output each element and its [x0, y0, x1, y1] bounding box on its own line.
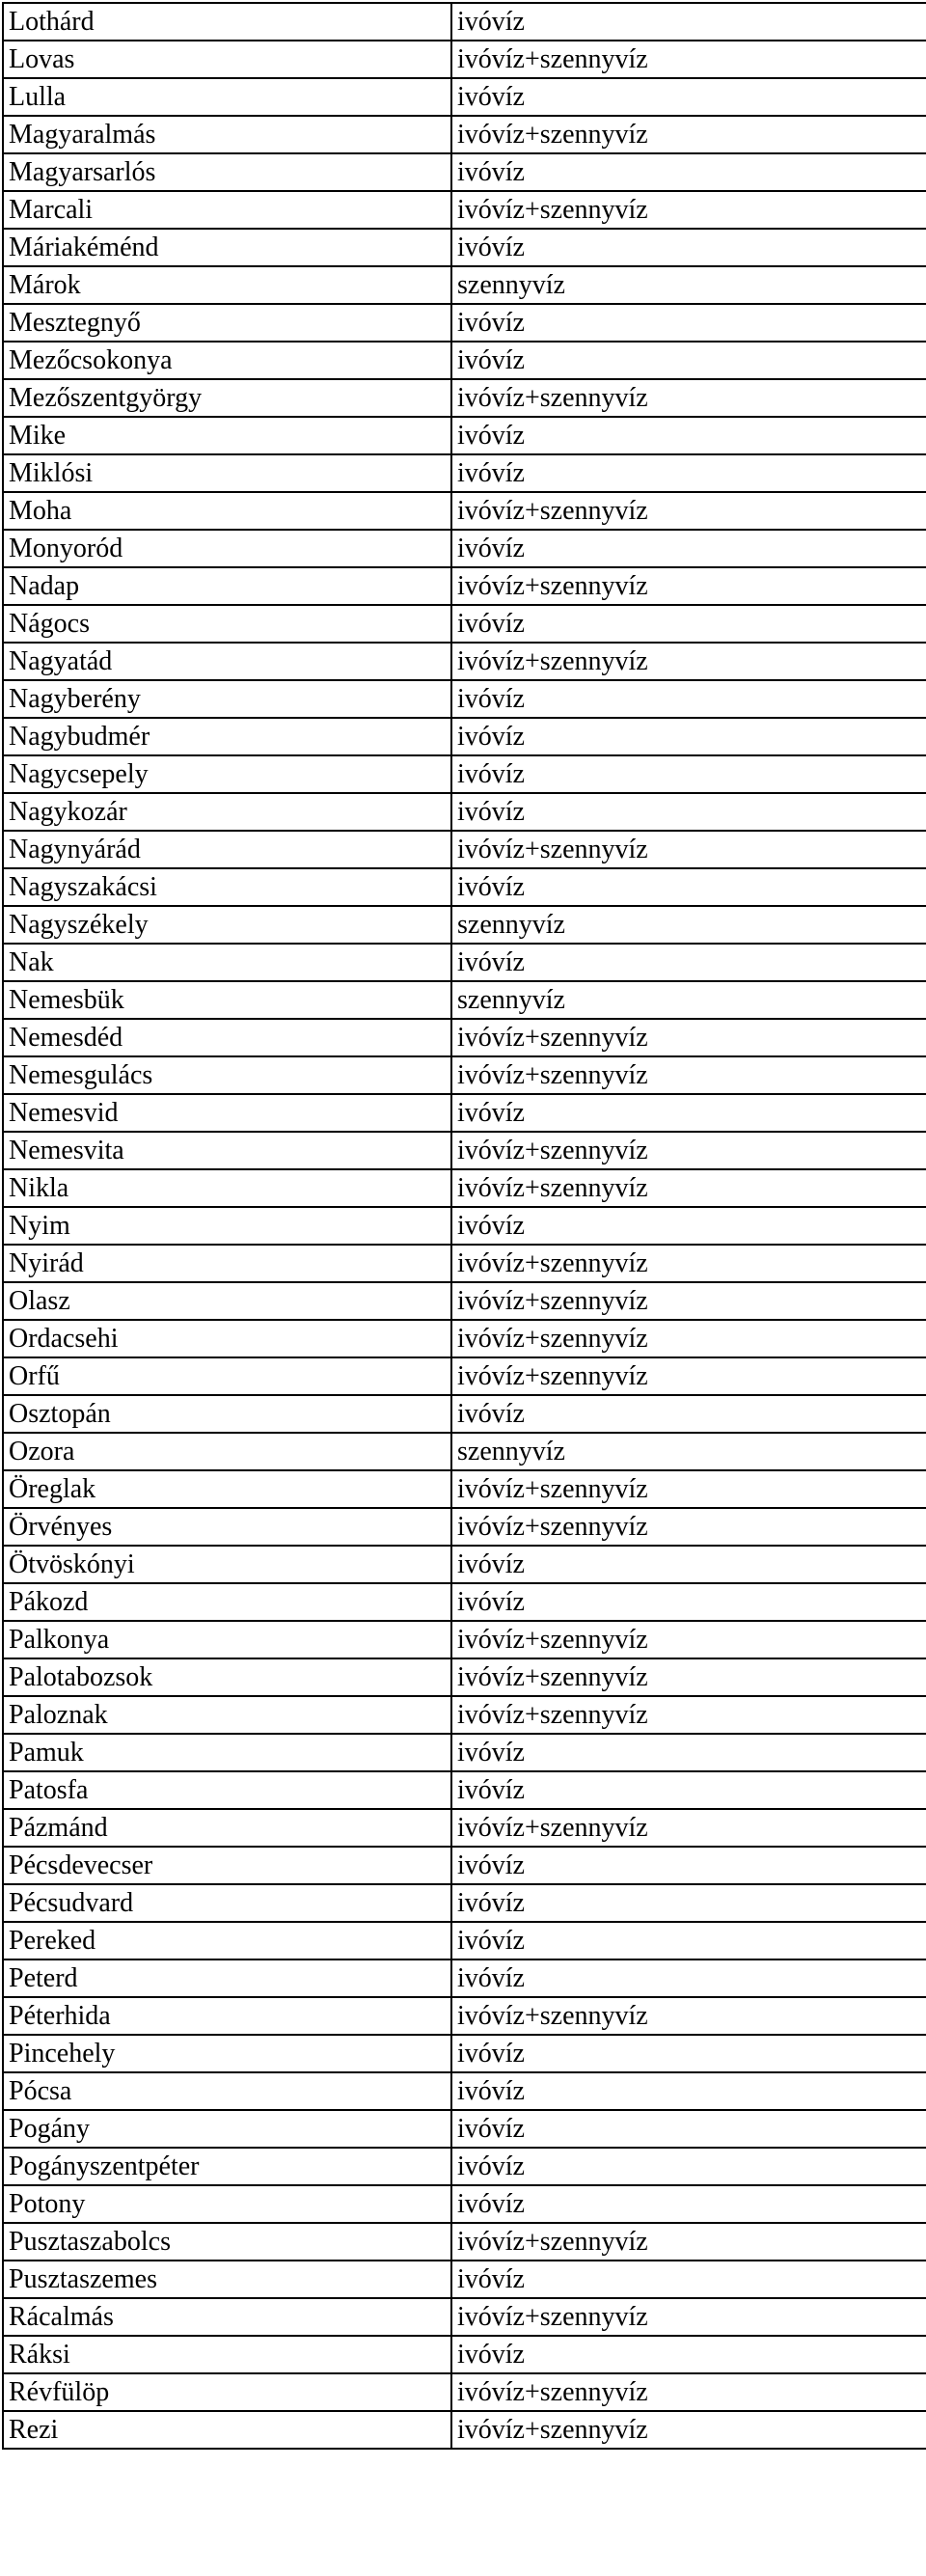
table-row [3, 2110, 926, 2148]
table-row [3, 1282, 926, 1320]
service-type-cell: ivóvíz [451, 868, 926, 906]
service-type-cell: ivóvíz [451, 2336, 926, 2373]
service-type-cell: ivóvíz+szennyvíz [451, 1320, 926, 1357]
table-row [3, 41, 926, 78]
service-type-cell: ivóvíz [451, 3, 926, 41]
table-row [3, 2148, 926, 2185]
settlement-name-cell: Monyoród [3, 530, 451, 567]
table-row [3, 2373, 926, 2411]
settlement-name-cell: Miklósi [3, 454, 451, 492]
table-row [3, 755, 926, 793]
service-type-cell: ivóvíz [451, 793, 926, 831]
table-row [3, 379, 926, 417]
settlement-name-cell: Pogányszentpéter [3, 2148, 451, 2185]
settlement-name-cell: Ozora [3, 1433, 451, 1470]
service-type-cell: ivóvíz+szennyvíz [451, 2411, 926, 2449]
table-row [3, 1132, 926, 1169]
table-row [3, 454, 926, 492]
settlement-name-cell: Nikla [3, 1169, 451, 1207]
settlement-name-cell: Rezi [3, 2411, 451, 2449]
settlement-name-cell: Lovas [3, 41, 451, 78]
settlement-name-cell: Nagycsepely [3, 755, 451, 793]
table-row [3, 1546, 926, 1583]
service-type-cell: ivóvíz [451, 1546, 926, 1583]
table-row [3, 1320, 926, 1357]
table-row [3, 1734, 926, 1771]
table-row [3, 2072, 926, 2110]
service-type-cell: ivóvíz [451, 1094, 926, 1132]
table-row [3, 1884, 926, 1922]
settlement-name-cell: Örvényes [3, 1508, 451, 1546]
settlement-name-cell: Nyim [3, 1207, 451, 1245]
table-row [3, 1997, 926, 2035]
service-type-cell: ivóvíz [451, 530, 926, 567]
settlement-name-cell: Nyirád [3, 1245, 451, 1282]
table-row [3, 1395, 926, 1433]
service-type-cell: ivóvíz [451, 680, 926, 718]
settlement-name-cell: Potony [3, 2185, 451, 2223]
service-type-cell: ivóvíz [451, 2148, 926, 2185]
service-type-cell: ivóvíz+szennyvíz [451, 1132, 926, 1169]
table-row [3, 1696, 926, 1734]
table-row [3, 981, 926, 1019]
settlement-name-cell: Moha [3, 492, 451, 530]
table-row [3, 567, 926, 605]
table-row [3, 304, 926, 342]
settlement-name-cell: Nemesvita [3, 1132, 451, 1169]
service-type-cell: ivóvíz+szennyvíz [451, 1245, 926, 1282]
service-type-cell: ivóvíz+szennyvíz [451, 643, 926, 680]
service-type-cell: ivóvíz [451, 755, 926, 793]
settlement-name-cell: Nagyberény [3, 680, 451, 718]
settlement-name-cell: Nagyatád [3, 643, 451, 680]
table-row [3, 1508, 926, 1546]
service-type-cell: szennyvíz [451, 981, 926, 1019]
service-type-cell: ivóvíz+szennyvíz [451, 1169, 926, 1207]
settlement-name-cell: Patosfa [3, 1771, 451, 1809]
service-type-cell: ivóvíz+szennyvíz [451, 1019, 926, 1056]
service-type-cell: ivóvíz+szennyvíz [451, 379, 926, 417]
table-row [3, 266, 926, 304]
service-type-cell: ivóvíz+szennyvíz [451, 1621, 926, 1658]
service-type-cell: ivóvíz [451, 78, 926, 116]
service-type-cell: ivóvíz+szennyvíz [451, 567, 926, 605]
settlement-name-cell: Pusztaszemes [3, 2261, 451, 2298]
service-type-cell: ivóvíz [451, 1884, 926, 1922]
service-type-cell: ivóvíz+szennyvíz [451, 831, 926, 868]
settlement-name-cell: Pamuk [3, 1734, 451, 1771]
service-type-cell: ivóvíz+szennyvíz [451, 41, 926, 78]
table-row [3, 229, 926, 266]
service-type-cell: ivóvíz [451, 2110, 926, 2148]
table-row [3, 1583, 926, 1621]
settlement-name-cell: Nagykozár [3, 793, 451, 831]
service-type-cell: ivóvíz+szennyvíz [451, 1470, 926, 1508]
settlement-name-cell: Pécsdevecser [3, 1847, 451, 1884]
table-row [3, 680, 926, 718]
settlement-name-cell: Orfű [3, 1357, 451, 1395]
service-type-cell: ivóvíz [451, 454, 926, 492]
settlement-name-cell: Lothárd [3, 3, 451, 41]
service-type-cell: ivóvíz+szennyvíz [451, 1997, 926, 2035]
settlement-name-cell: Mike [3, 417, 451, 454]
service-type-cell: szennyvíz [451, 266, 926, 304]
table-row [3, 1658, 926, 1696]
table-row [3, 1245, 926, 1282]
settlement-name-cell: Révfülöp [3, 2373, 451, 2411]
table-row [3, 2411, 926, 2449]
settlement-name-cell: Palkonya [3, 1621, 451, 1658]
service-type-cell: ivóvíz [451, 718, 926, 755]
table-row [3, 530, 926, 567]
table-row [3, 2185, 926, 2223]
table-row [3, 2298, 926, 2336]
table-row [3, 492, 926, 530]
settlement-name-cell: Olasz [3, 1282, 451, 1320]
settlement-name-cell: Nagyszékely [3, 906, 451, 944]
service-type-cell: ivóvíz [451, 153, 926, 191]
table-row [3, 3, 926, 41]
table-row [3, 718, 926, 755]
service-type-cell: ivóvíz+szennyvíz [451, 2373, 926, 2411]
settlement-name-cell: Pincehely [3, 2035, 451, 2072]
service-type-cell: ivóvíz [451, 304, 926, 342]
service-type-cell: szennyvíz [451, 906, 926, 944]
table-row [3, 643, 926, 680]
settlement-name-cell: Nemesbük [3, 981, 451, 1019]
settlement-name-cell: Ráksi [3, 2336, 451, 2373]
table-row [3, 417, 926, 454]
settlement-name-cell: Rácalmás [3, 2298, 451, 2336]
service-type-cell: ivóvíz [451, 2072, 926, 2110]
service-type-cell: ivóvíz [451, 1207, 926, 1245]
service-type-cell: ivóvíz+szennyvíz [451, 1658, 926, 1696]
settlement-name-cell: Nemesvid [3, 1094, 451, 1132]
settlement-name-cell: Mezőcsokonya [3, 342, 451, 379]
settlement-name-cell: Nagyszakácsi [3, 868, 451, 906]
service-type-cell: ivóvíz [451, 417, 926, 454]
service-type-cell: ivóvíz+szennyvíz [451, 1696, 926, 1734]
service-type-cell: ivóvíz+szennyvíz [451, 1056, 926, 1094]
service-type-cell: ivóvíz [451, 605, 926, 643]
table-row [3, 116, 926, 153]
table-row [3, 868, 926, 906]
settlement-name-cell: Mesztegnyő [3, 304, 451, 342]
table-row [3, 1470, 926, 1508]
table-row [3, 1922, 926, 1959]
settlement-name-cell: Peterd [3, 1959, 451, 1997]
service-type-cell: ivóvíz+szennyvíz [451, 1508, 926, 1546]
table-row [3, 944, 926, 981]
settlement-name-cell: Nadap [3, 567, 451, 605]
settlement-name-cell: Ötvöskónyi [3, 1546, 451, 1583]
table-row [3, 78, 926, 116]
settlement-name-cell: Nemesgulács [3, 1056, 451, 1094]
table-row [3, 1847, 926, 1884]
settlement-name-cell: Nagybudmér [3, 718, 451, 755]
settlement-name-cell: Nágocs [3, 605, 451, 643]
service-type-cell: ivóvíz+szennyvíz [451, 191, 926, 229]
settlement-name-cell: Nagynyárád [3, 831, 451, 868]
table-row [3, 191, 926, 229]
table-row [3, 1056, 926, 1094]
settlement-name-cell: Lulla [3, 78, 451, 116]
table-row [3, 1771, 926, 1809]
service-type-cell: ivóvíz [451, 1583, 926, 1621]
settlement-name-cell: Öreglak [3, 1470, 451, 1508]
service-type-cell: ivóvíz+szennyvíz [451, 116, 926, 153]
table-row [3, 2223, 926, 2261]
settlement-name-cell: Palotabozsok [3, 1658, 451, 1696]
service-type-cell: ivóvíz [451, 1959, 926, 1997]
settlement-name-cell: Magyaralmás [3, 116, 451, 153]
service-type-cell: ivóvíz [451, 1922, 926, 1959]
table-row [3, 1621, 926, 1658]
table-row [3, 605, 926, 643]
settlement-name-cell: Nak [3, 944, 451, 981]
service-type-cell: ivóvíz+szennyvíz [451, 1809, 926, 1847]
settlement-name-cell: Mezőszentgyörgy [3, 379, 451, 417]
service-type-cell: ivóvíz [451, 229, 926, 266]
settlement-name-cell: Máriakéménd [3, 229, 451, 266]
table-body [3, 3, 926, 2449]
table-row [3, 2261, 926, 2298]
settlement-name-cell: Marcali [3, 191, 451, 229]
settlement-name-cell: Pócsa [3, 2072, 451, 2110]
table-row [3, 1433, 926, 1470]
settlement-name-cell: Márok [3, 266, 451, 304]
settlement-name-cell: Ordacsehi [3, 1320, 451, 1357]
settlement-service-table [2, 2, 926, 2450]
service-type-cell: ivóvíz [451, 944, 926, 981]
table-row [3, 2336, 926, 2373]
table-row [3, 1207, 926, 1245]
service-type-cell: ivóvíz [451, 1847, 926, 1884]
table-row [3, 1019, 926, 1056]
service-type-cell: ivóvíz+szennyvíz [451, 1357, 926, 1395]
service-type-cell: ivóvíz [451, 2185, 926, 2223]
settlement-name-cell: Pogány [3, 2110, 451, 2148]
settlement-name-cell: Paloznak [3, 1696, 451, 1734]
table-row [3, 1169, 926, 1207]
settlement-name-cell: Péterhida [3, 1997, 451, 2035]
table-row [3, 342, 926, 379]
table-row [3, 906, 926, 944]
service-type-cell: ivóvíz+szennyvíz [451, 1282, 926, 1320]
service-type-cell: ivóvíz [451, 2035, 926, 2072]
settlement-name-cell: Pázmánd [3, 1809, 451, 1847]
service-type-cell: ivóvíz+szennyvíz [451, 492, 926, 530]
table-row [3, 1959, 926, 1997]
settlement-name-cell: Pákozd [3, 1583, 451, 1621]
service-type-cell: ivóvíz+szennyvíz [451, 2223, 926, 2261]
table-row [3, 1809, 926, 1847]
service-type-cell: ivóvíz [451, 1734, 926, 1771]
settlement-name-cell: Magyarsarlós [3, 153, 451, 191]
table-row [3, 153, 926, 191]
settlement-name-cell: Nemesdéd [3, 1019, 451, 1056]
settlement-name-cell: Pereked [3, 1922, 451, 1959]
table-row [3, 793, 926, 831]
service-type-cell: ivóvíz [451, 2261, 926, 2298]
service-type-cell: ivóvíz+szennyvíz [451, 2298, 926, 2336]
table-row [3, 2035, 926, 2072]
service-type-cell: ivóvíz [451, 342, 926, 379]
settlement-table-wrapper [2, 2, 926, 2450]
table-row [3, 1094, 926, 1132]
settlement-name-cell: Osztopán [3, 1395, 451, 1433]
service-type-cell: ivóvíz [451, 1771, 926, 1809]
table-row [3, 1357, 926, 1395]
service-type-cell: ivóvíz [451, 1395, 926, 1433]
settlement-name-cell: Pécsudvard [3, 1884, 451, 1922]
service-type-cell: szennyvíz [451, 1433, 926, 1470]
settlement-name-cell: Pusztaszabolcs [3, 2223, 451, 2261]
table-row [3, 831, 926, 868]
